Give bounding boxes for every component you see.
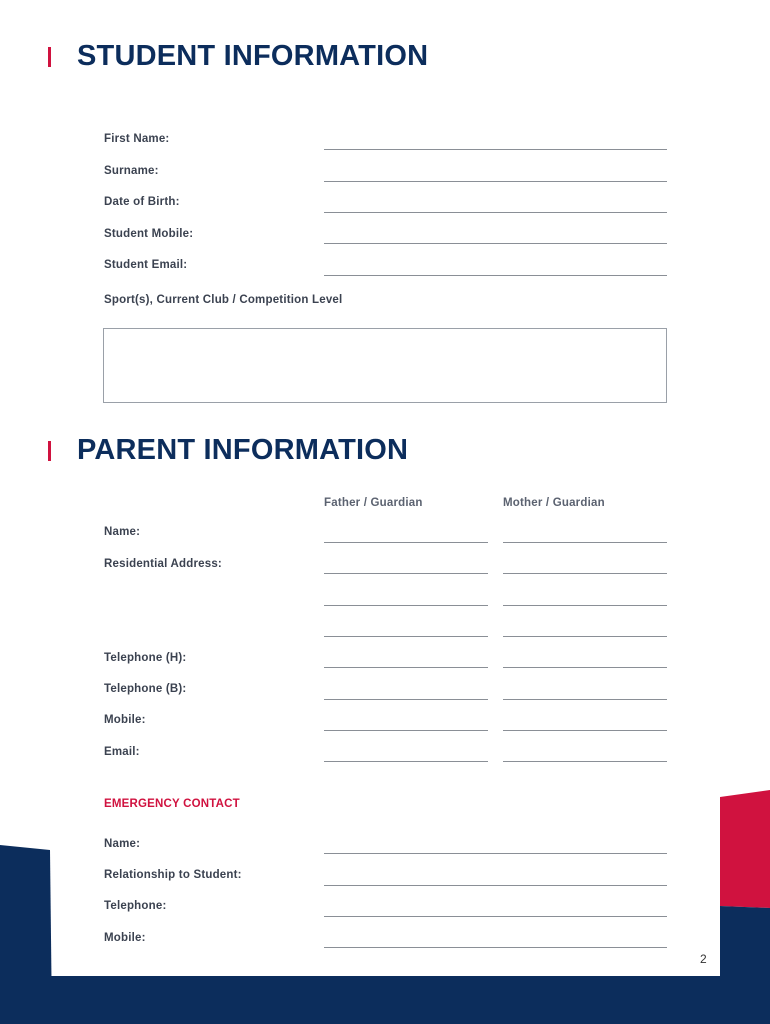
father-address-field-3[interactable] (324, 636, 488, 637)
emergency-name-field[interactable] (324, 853, 667, 854)
emergency-mobile-field[interactable] (324, 947, 667, 948)
parent-name-label: Name: (104, 526, 141, 538)
first-name-label: First Name: (104, 133, 170, 145)
emergency-mobile-label: Mobile: (104, 932, 146, 944)
student-email-label: Student Email: (104, 259, 188, 271)
father-address-field-2[interactable] (324, 605, 488, 606)
student-mobile-field[interactable] (324, 243, 667, 244)
title-accent-bar (48, 441, 51, 461)
mother-email-field[interactable] (503, 761, 667, 762)
mother-address-field-1[interactable] (503, 573, 667, 574)
address-label: Residential Address: (104, 558, 222, 570)
sports-label: Sport(s), Current Club / Competition Level (104, 294, 343, 306)
father-mobile-field[interactable] (324, 730, 488, 731)
student-email-field[interactable] (324, 275, 667, 276)
first-name-field[interactable] (324, 149, 667, 150)
navy-bottom-band (0, 976, 770, 1024)
mother-mobile-field[interactable] (503, 730, 667, 731)
sports-textbox[interactable] (103, 328, 667, 403)
dob-field[interactable] (324, 212, 667, 213)
mother-tel-b-field[interactable] (503, 699, 667, 700)
parent-email-label: Email: (104, 746, 140, 758)
mother-address-field-2[interactable] (503, 605, 667, 606)
mother-name-field[interactable] (503, 542, 667, 543)
emergency-telephone-field[interactable] (324, 916, 667, 917)
parent-title-text: PARENT INFORMATION (77, 434, 409, 466)
mother-tel-h-field[interactable] (503, 667, 667, 668)
father-name-field[interactable] (324, 542, 488, 543)
student-mobile-label: Student Mobile: (104, 228, 194, 240)
tel-b-label: Telephone (B): (104, 683, 187, 695)
father-address-field-1[interactable] (324, 573, 488, 574)
surname-field[interactable] (324, 181, 667, 182)
emergency-contact-heading: EMERGENCY CONTACT (104, 798, 240, 810)
mother-address-field-3[interactable] (503, 636, 667, 637)
relationship-field[interactable] (324, 885, 667, 886)
father-email-field[interactable] (324, 761, 488, 762)
page-number: 2 (700, 952, 707, 966)
father-tel-b-field[interactable] (324, 699, 488, 700)
student-section-title (48, 40, 428, 73)
parent-section-title (48, 434, 408, 467)
red-right-shape (720, 790, 770, 908)
parent-mobile-label: Mobile: (104, 714, 146, 726)
title-accent-bar (48, 47, 51, 67)
student-title-text: STUDENT INFORMATION (77, 40, 429, 72)
emergency-name-label: Name: (104, 838, 141, 850)
mother-column-header: Mother / Guardian (503, 497, 605, 509)
tel-h-label: Telephone (H): (104, 652, 187, 664)
father-column-header: Father / Guardian (324, 497, 423, 509)
father-tel-h-field[interactable] (324, 667, 488, 668)
relationship-label: Relationship to Student: (104, 869, 242, 881)
emergency-telephone-label: Telephone: (104, 900, 167, 912)
dob-label: Date of Birth: (104, 196, 180, 208)
surname-label: Surname: (104, 165, 159, 177)
